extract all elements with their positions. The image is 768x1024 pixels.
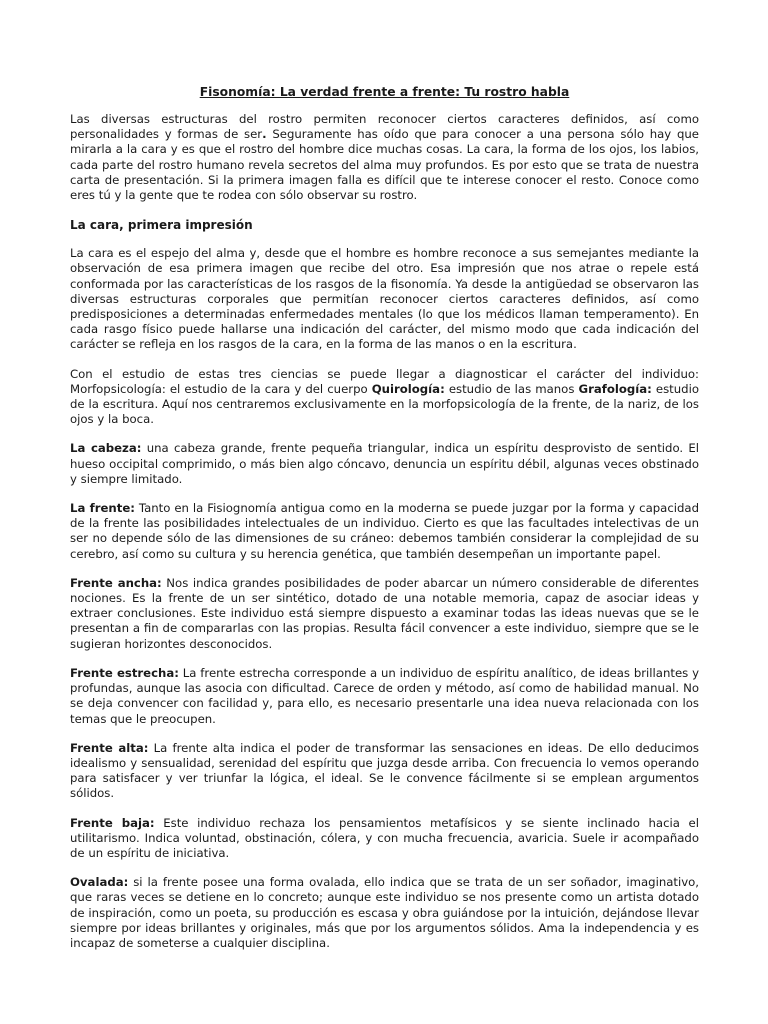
entry-text: Este individuo rechaza los pensamientos metafísicos y se siente inclinado hacia el utilitarismo. Indica voluntad, obstinación, cólera, y con mucha frecuencia, avaricia. Suele ir acompañado de un espíritu de iniciativa. [70,815,699,860]
entry-label: La frente: [70,501,135,516]
entry-text: si la frente posee una forma ovalada, ello indica que se trata de un ser soñador, imaginativo, que raras veces se detiene en lo concreto; aunque este individuo se nos presente como un artista dotado de inspiración, como un poeta, su producción es escasa y obra guiándose por la intuición, dejándose llevar siempre por ideas brillantes y originales, más que por los argumentos sólidos. Ama la independencia y es incapaz de someterse a cualquier disciplina. [70,875,699,950]
entry-frente-ancha [70,576,699,652]
entry-text: La frente alta indica el poder de transformar las sensaciones en ideas. De ello deducimos idealismo y sensualidad, serenidad del espíritu que juzga desde arriba. Con frecuencia lo vemos operando para satisfacer y ver triunfar la lógica, el ideal. Se le convence fácilmente si se emplean argumentos sólidos. [70,740,699,801]
entry-cabeza [70,441,699,487]
intro-text-1: Las diversas estructuras del rostro permiten reconocer ciertos caracteres definidos, así como personalidades y formas de ser [70,112,699,142]
ciencias-text-2: estudio de las manos [444,381,579,396]
entry-label: Frente baja: [70,815,155,830]
ciencias-text-3: estudio de la escritura. Aquí nos centraremos exclusivamente en la morfopsicología de la frente, de la nariz, de los ojos y la boca. [70,381,699,427]
intro-paragraph [70,112,699,203]
entry-frente-alta [70,741,699,802]
paragraph-cara: La cara es el espejo del alma y, desde que el hombre es hombre reconoce a sus semejantes mediante la observación de esa primera imagen que recibe del otro. Esa impresión que nos atrae o repele está conformada por las características de los rasgos de la fisonomía. Ya desde la antigüedad se observaron las diversas estructuras corporales que permitían reconocer ciertos caracteres definidos, así como predisposiciones a determinadas enfermedades mentales (lo que los médicos llaman temperamento). En cada rasgo físico puede hallarse una indicación del carácter, del mismo modo que cada indicación del carácter se refleja en los rasgos de la cara, en la forma de las manos o en la escritura. [70,246,699,352]
term-grafologia: Grafología: [578,381,652,396]
entry-frente [70,501,699,562]
entry-text: una cabeza grande, frente pequeña triangular, indica un espíritu desprovisto de sentido. El hueso occipital comprimido, o más bien algo cóncavo, denuncia un espíritu débil, algunas veces obstinado y siempre limitado. [70,441,700,486]
entry-frente-baja [70,816,699,862]
entry-text: Tanto en la Fisiognomía antigua como en la moderna se puede juzgar por la forma y capacidad de la frente las posibilidades intelectuales de un individuo. Cierto es que las facultades intelectivas de un ser no depende sólo de las dimensiones de su cráneo: debemos también considerar la complejidad de su cerebro, así como su cultura y su herencia genética, que también desempeñan un importante papel. [70,501,699,561]
term-quirologia: Quirología: [371,381,445,396]
entry-ovalada [70,875,699,951]
entry-label: Frente ancha: [70,575,162,590]
paragraph-ciencias [70,367,699,428]
document-title: Fisonomía: La verdad frente a frente: Tu rostro habla [199,85,570,99]
section-heading-cara: La cara, primera impresión [70,218,253,233]
entry-label: La cabeza: [70,441,142,456]
entry-label: Frente alta: [70,740,149,755]
entry-text: La frente estrecha corresponde a un individuo de espíritu analítico, de ideas brillantes y profundas, aunque las asocia con dificultad. Carece de orden y método, así como de habilidad manual. No se deja convencer con facilidad y, para ello, es necesario presentarle una idea nueva relacionada con los temas que le preocupen. [70,665,699,726]
document-page [70,84,699,965]
entry-text: Nos indica grandes posibilidades de poder abarcar un número considerable de diferentes nociones. Es la frente de un ser sintético, dotado de una notable memoria, capaz de asociar ideas y extraer conclusiones. Este individuo está siempre dispuesto a examinar todas las ideas nuevas que se le presentan a fin de compararlas con las propias. Resulta fácil convencer a este individuo, siempre que se le sugieran horizontes desconocidos. [70,575,699,651]
ciencias-text-1: Con el estudio de estas tres ciencias se puede llegar a diagnosticar el carácter del individuo: Morfopsicología: el estudio de la cara y del cuerpo [70,366,699,396]
intro-bold-period: . [262,127,267,142]
entry-frente-estrecha [70,666,699,727]
intro-text-2: Seguramente has oído que para conocer a una persona sólo hay que mirarla a la cara y es que el rostro del hombre dice muchas cosas. La cara, la forma de los ojos, los labios, cada parte del rostro humano revela secretos del alma muy profundos. Es por esto que se trata de nuestra carta de presentación. Si la primera imagen falla es difícil que te interese conocer el resto. Conoce como eres tú y la gente que te rodea con sólo observar su rostro. [70,127,699,203]
entry-label: Frente estrecha: [70,665,179,680]
entry-label: Ovalada: [70,875,129,890]
